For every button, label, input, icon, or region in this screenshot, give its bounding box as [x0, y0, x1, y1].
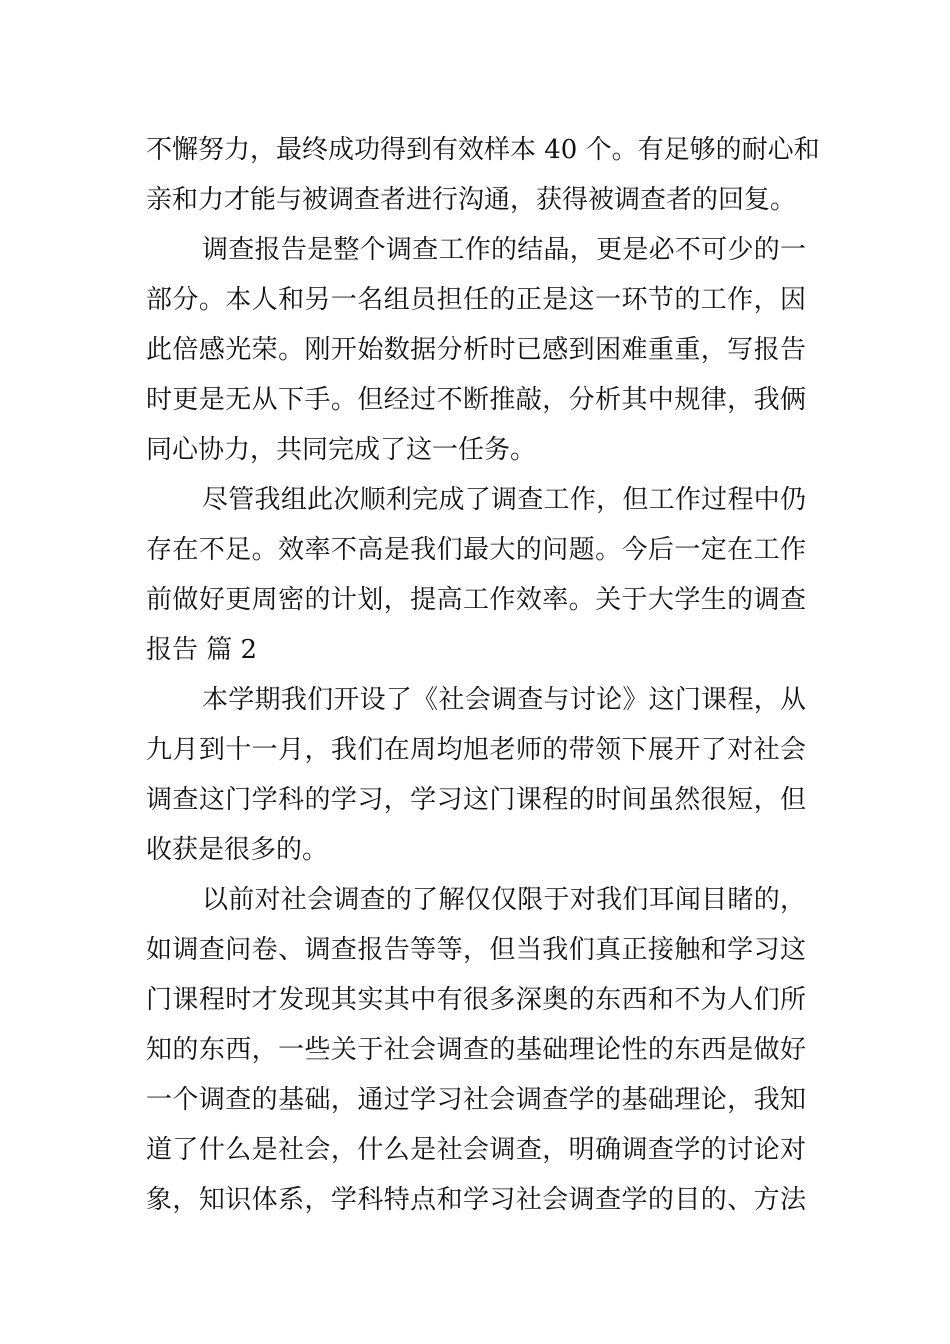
text-line: 此倍感光荣。刚开始数据分析时已感到困难重重，写报告 [146, 335, 806, 365]
text-line: 部分。本人和另一名组员担任的正是这一环节的工作，因 [146, 285, 806, 315]
text-line: 一个调查的基础，通过学习社会调查学的基础理论，我知 [146, 1085, 806, 1115]
paragraph-first-line: 以前对社会调查的了解仅仅限于对我们耳闻目睹的， [202, 885, 806, 915]
text-line: 存在不足。效率不高是我们最大的问题。今后一定在工作 [146, 535, 806, 565]
text-line: 不懈努力，最终成功得到有效样本 40 个。有足够的耐心和 [146, 135, 820, 165]
text-line: 九月到十一月，我们在周均旭老师的带领下展开了对社会 [146, 735, 806, 765]
text-line: 前做好更周密的计划，提高工作效率。关于大学生的调查 [146, 585, 806, 615]
text-line: 如调查问卷、调查报告等等，但当我们真正接触和学习这 [146, 935, 806, 965]
text-line: 收获是很多的。 [146, 835, 329, 865]
text-line: 调查这门学科的学习，学习这门课程的时间虽然很短，但 [146, 785, 806, 815]
paragraph-first-line: 调查报告是整个调查工作的结晶，更是必不可少的一 [202, 235, 806, 265]
section-heading: 报告 篇 2 [146, 635, 258, 665]
text-line: 亲和力才能与被调查者进行沟通，获得被调查者的回复。 [146, 185, 797, 215]
text-line: 象，知识体系，学科特点和学习社会调查学的目的、方法 [146, 1185, 806, 1215]
paragraph-first-line: 本学期我们开设了《社会调查与讨论》这门课程，从 [202, 685, 806, 715]
text-line: 时更是无从下手。但经过不断推敲，分析其中规律，我俩 [146, 385, 806, 415]
paragraph-first-line: 尽管我组此次顺利完成了调查工作，但工作过程中仍 [202, 485, 806, 515]
text-line: 道了什么是社会，什么是社会调查，明确调查学的讨论对 [146, 1135, 806, 1165]
text-line: 门课程时才发现其实其中有很多深奥的东西和不为人们所 [146, 985, 806, 1015]
text-line: 知的东西，一些关于社会调查的基础理论性的东西是做好 [146, 1035, 806, 1065]
text-line: 同心协力，共同完成了这一任务。 [146, 435, 537, 465]
